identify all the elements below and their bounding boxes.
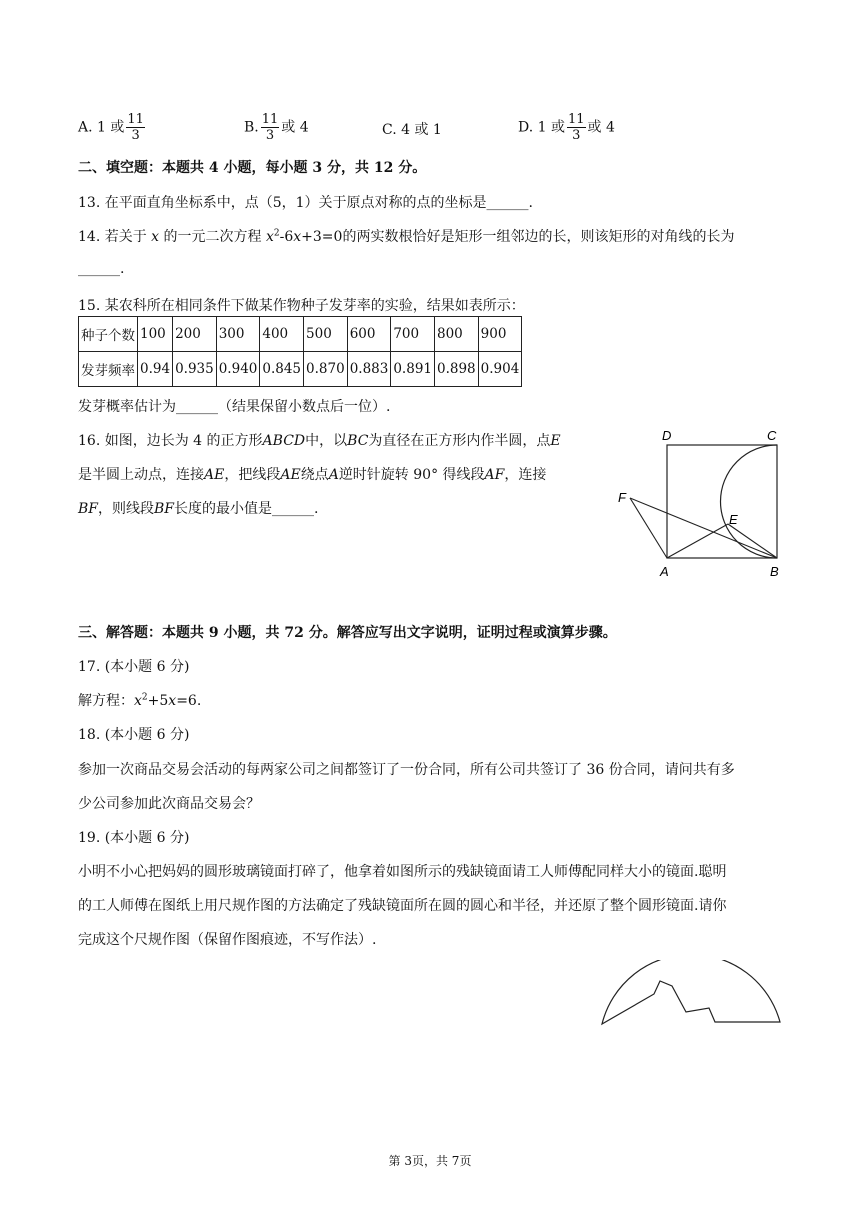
option-c: C. 4 或 1	[382, 122, 442, 138]
square-abcd	[667, 445, 777, 558]
question-13: 13. 在平面直角坐标系中，点（5，1）关于原点对称的点的坐标是______.	[78, 195, 533, 211]
table-cell: 0.891	[391, 352, 435, 387]
question-17-body: 解方程：$x^2+5x=6$.	[78, 692, 202, 709]
question-15-answer: 发芽概率估计为______（结果保留小数点后一位）.	[78, 399, 391, 415]
segment-fb	[630, 498, 777, 558]
question-16-line3: BF，则线段BF长度的最小值是______.	[78, 501, 319, 517]
table-cell: 种子个数	[79, 317, 138, 352]
table-cell: 800	[435, 317, 479, 352]
table-cell: 500	[304, 317, 348, 352]
label-a: A	[660, 564, 669, 579]
table-cell: 0.935	[173, 352, 217, 387]
semicircle	[721, 445, 778, 558]
question-19-line1: 小明不小心把妈妈的圆形玻璃镜面打碎了，他拿着如图所示的残缺镜面请工人师傅配同样大小的镜面.聪明	[78, 864, 727, 880]
label-f: F	[618, 490, 626, 505]
question-19-line3: 完成这个尺规作图（保留作图痕迹，不写作法）.	[78, 932, 377, 948]
table-cell: 0.883	[347, 352, 391, 387]
question-14: 14. 若关于 x 的一元二次方程 $x^2-6x+3=0$的两实数根恰好是矩形一组邻边的长，则该矩形的对角线的长为	[78, 228, 735, 245]
table-cell: 0.940	[216, 352, 260, 387]
question-15: 15. 某农科所在相同条件下做某作物种子发芽率的实验，结果如表所示：	[78, 298, 525, 314]
fraction: $\frac{11}{3}$	[127, 112, 144, 143]
page-footer: 第 3页，共 7页	[388, 1154, 472, 1168]
table-cell: 600	[347, 317, 391, 352]
option-b: B. $\frac{11}{3}$ 或 4	[244, 112, 309, 143]
question-14-blank: ______.	[78, 261, 125, 277]
question-18-title: 18. (本小题 6 分)	[78, 727, 190, 743]
fraction: $\frac{11}{3}$	[567, 112, 585, 143]
figure-19-broken-mirror	[598, 960, 788, 1030]
table-cell: 0.898	[435, 352, 479, 387]
section3-heading: 三、解答题：本题共 9 小题，共 72 分。解答应写出文字说明，证明过程或演算步骤。	[78, 625, 617, 641]
question-17-title: 17. (本小题 6 分)	[78, 659, 190, 675]
table-cell: 0.94	[138, 352, 173, 387]
question-16-line1: 16. 如图，边长为 4 的正方形ABCD中，以BC为直径在正方形内作半圆，点E	[78, 433, 561, 449]
table-row	[79, 317, 522, 352]
germination-table	[78, 316, 522, 387]
label-b: B	[770, 564, 779, 579]
table-cell: 400	[260, 317, 304, 352]
table-cell: 900	[478, 317, 522, 352]
question-18-line1: 参加一次商品交易会活动的每两家公司之间都签订了一份合同，所有公司共签订了 36 份合同，请问共有多	[78, 762, 735, 778]
option-d: D. 1 或 $\frac{11}{3}$ 或 4	[518, 112, 615, 143]
mirror-outline	[602, 960, 780, 1024]
table-cell: 300	[216, 317, 260, 352]
table-cell: 700	[391, 317, 435, 352]
table-cell: 0.845	[260, 352, 304, 387]
section2-heading: 二、填空题：本题共 4 小题，每小题 3 分，共 12 分。	[78, 160, 427, 176]
segment-fa	[630, 498, 667, 558]
figure-16	[610, 424, 800, 584]
question-18-line2: 少公司参加此次商品交易会？	[78, 796, 260, 812]
table-cell: 0.870	[304, 352, 348, 387]
segment-ae	[667, 524, 728, 558]
table-cell: 200	[173, 317, 217, 352]
label-c: C	[767, 428, 777, 443]
option-a: A. 1 或 $\frac{11}{3}$	[78, 112, 144, 143]
question-19-line2: 的工人师傅在图纸上用尺规作图的方法确定了残缺镜面所在圆的圆心和半径，并还原了整个圆形镜面.请你	[78, 898, 727, 914]
fraction: $\frac{11}{3}$	[261, 112, 279, 143]
table-row	[79, 352, 522, 387]
label-d: D	[662, 428, 672, 443]
table-cell: 发芽频率	[79, 352, 138, 387]
question-19-title: 19. (本小题 6 分)	[78, 830, 190, 846]
question-16-line2: 是半圆上动点，连接AE，把线段AE绕点A逆时针旋转 90° 得线段AF，连接	[78, 467, 547, 483]
label-e: E	[729, 512, 738, 527]
table-cell: 0.904	[478, 352, 522, 387]
table-cell: 100	[138, 317, 173, 352]
